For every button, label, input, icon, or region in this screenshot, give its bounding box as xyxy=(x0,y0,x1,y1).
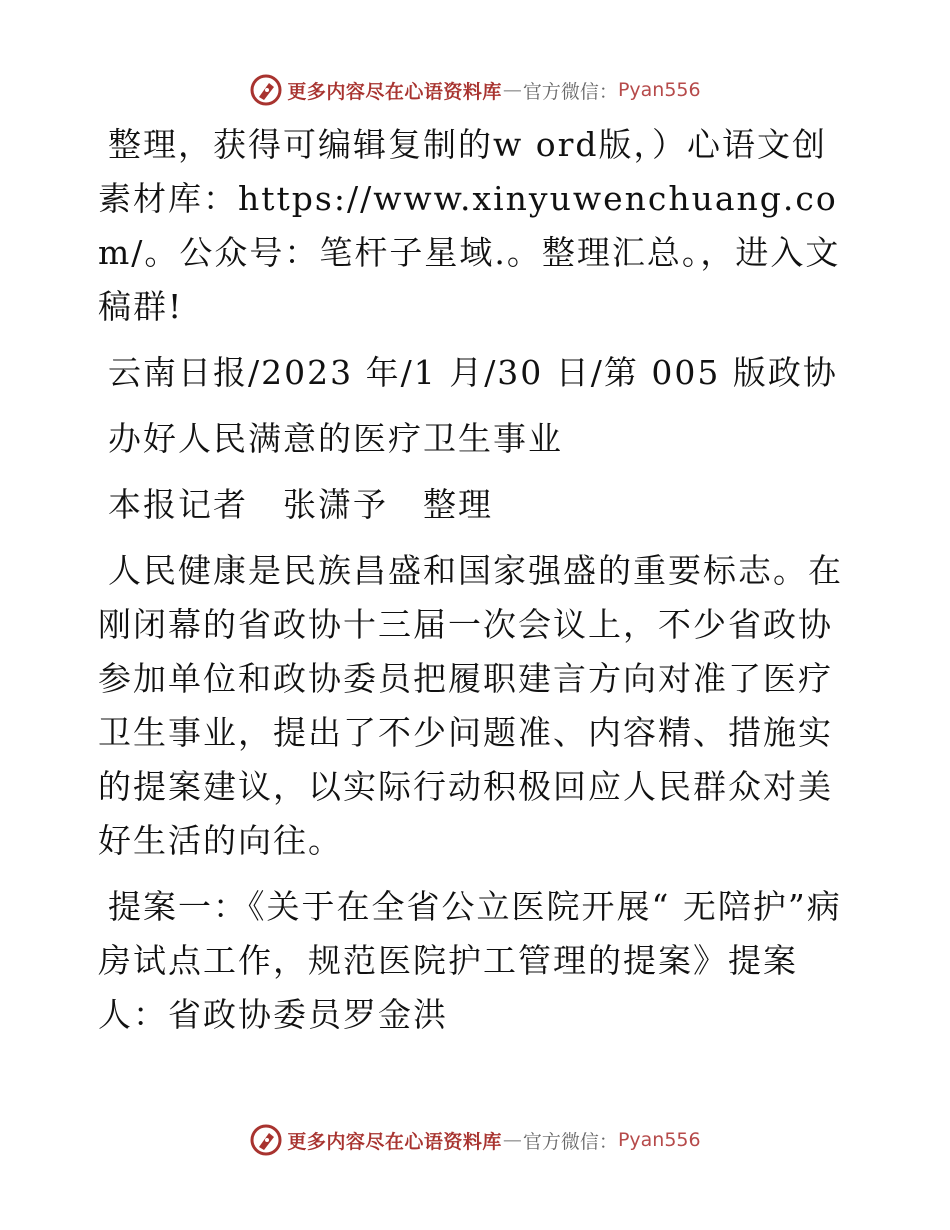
byline: 本报记者 张潇予 整理 xyxy=(108,485,493,524)
watermark-label: 官方微信： xyxy=(522,80,618,103)
document-body xyxy=(98,118,853,1054)
watermark-separator: — xyxy=(502,1129,522,1151)
pen-nib-logo-icon xyxy=(249,1123,283,1157)
proposal-one: 提案一：《关于在全省公立医院开展“ 无陪护”病房试点工作，规范医院护工管理的提案》提案人：省政协委员罗金洪 xyxy=(98,887,842,1034)
source-line: 云南日报/2023 年/1 月/30 日/第 005 版政协 xyxy=(108,353,838,392)
watermark-account: Pyan556 xyxy=(617,79,701,101)
watermark-label: 官方微信： xyxy=(522,1130,618,1153)
watermark-brand: 更多内容尽在心语资料库 xyxy=(287,80,502,103)
watermark-separator: — xyxy=(502,79,522,101)
header-watermark xyxy=(0,70,950,110)
footer-watermark xyxy=(0,1120,950,1160)
article-title: 办好人民满意的医疗卫生事业 xyxy=(108,419,563,458)
watermark-brand: 更多内容尽在心语资料库 xyxy=(287,1130,502,1153)
pen-nib-logo-icon xyxy=(249,73,283,107)
intro-note: 整理，获得可编辑复制的w ord版，）心语文创素材库：https://www.xinyuwenchuang.com/。公众号：笔杆子星域.。整理汇总。，进入文稿群! xyxy=(98,125,841,326)
watermark-account: Pyan556 xyxy=(617,1129,701,1151)
lead-paragraph: 人民健康是民族昌盛和国家强盛的重要标志。在刚闭幕的省政协十三届一次会议上，不少省政协参加单位和政协委员把履职建言方向对准了医疗卫生事业，提出了不少问题准、内容精、措施实的提案建议，以实际行动积极回应人民群众对美好生活的向往。 xyxy=(98,551,843,860)
